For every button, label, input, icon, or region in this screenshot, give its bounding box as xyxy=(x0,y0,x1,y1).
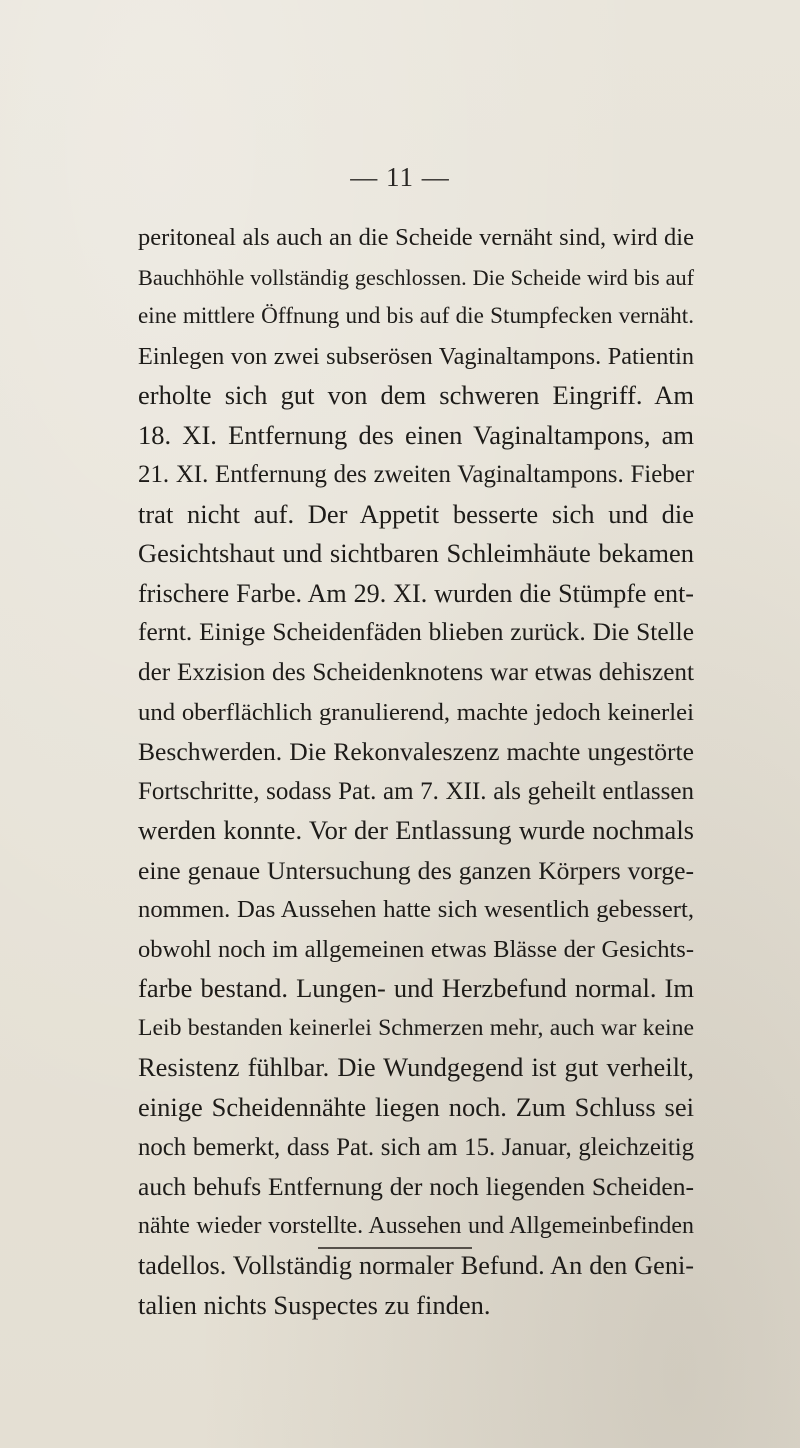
text-line: Einlegen von zwei subserösen Vaginaltampons. Patientin xyxy=(138,342,694,370)
text-line: der Exzision des Scheidenknotens war etwas dehiszent xyxy=(138,659,694,687)
text-line: einige Scheidennähte liegen noch. Zum Schluss sei xyxy=(138,1092,694,1123)
text-line: talien nichts Suspectes zu finden. xyxy=(138,1289,491,1320)
text-line: werden konnte. Vor der Entlassung wurde nochmals xyxy=(138,815,694,846)
section-divider xyxy=(318,1247,472,1249)
text-line: obwohl noch im allgemeinen etwas Blässe der Gesichts- xyxy=(138,935,694,963)
text-line: nähte wieder vorstellte. Aussehen und Allgemeinbefinden xyxy=(138,1212,694,1239)
text-line: Leib bestanden keinerlei Schmerzen mehr, auch war keine xyxy=(138,1014,694,1041)
text-line: und oberflächlich granulierend, machte jedoch keinerlei xyxy=(138,698,694,726)
text-line: nommen. Das Aussehen hatte sich wesentlich gebessert, xyxy=(138,896,694,924)
text-line: trat nicht auf. Der Appetit besserte sich und die xyxy=(138,498,694,529)
text-line: eine genaue Untersuchung des ganzen Körpers vorge- xyxy=(138,855,694,885)
text-line: tadellos. Vollständig normaler Befund. An den Geni- xyxy=(138,1251,694,1281)
text-line: noch bemerkt, dass Pat. sich am 15. Januar, gleichzeitig xyxy=(138,1133,694,1161)
text-line: fernt. Einige Scheidenfäden blieben zurück. Die Stelle xyxy=(138,618,694,647)
page-number: — 11 — xyxy=(350,162,450,192)
body-text xyxy=(138,218,694,1325)
text-line: 21. XI. Entfernung des zweiten Vaginaltampons. Fieber xyxy=(138,461,694,489)
text-line: auch behufs Entfernung der noch liegenden Scheiden- xyxy=(138,1172,694,1202)
text-line: Fortschritte, sodass Pat. am 7. XII. als geheilt entlassen xyxy=(138,777,694,805)
text-line: Gesichtshaut und sichtbaren Schleimhäute bekamen xyxy=(138,538,694,569)
text-line: Bauchhöhle vollständig geschlossen. Die Scheide wird bis auf xyxy=(138,264,694,290)
text-line: peritoneal als auch an die Scheide vernäht sind, wird die xyxy=(138,224,694,251)
text-line: farbe bestand. Lungen- und Herzbefund normal. Im xyxy=(138,973,694,1004)
text-line: Resistenz fühlbar. Die Wundgegend ist gut verheilt, xyxy=(138,1052,694,1083)
text-line: eine mittlere Öffnung und bis auf die Stumpfecken vernäht. xyxy=(138,303,694,330)
text-line: Beschwerden. Die Rekonvaleszenz machte ungestörte xyxy=(138,737,694,767)
text-line: 18. XI. Entfernung des einen Vaginaltampons, am xyxy=(138,419,694,450)
text-line: erholte sich gut von dem schweren Eingriff. Am xyxy=(138,380,694,411)
text-line: frischere Farbe. Am 29. XI. wurden die Stümpfe ent- xyxy=(138,578,694,608)
